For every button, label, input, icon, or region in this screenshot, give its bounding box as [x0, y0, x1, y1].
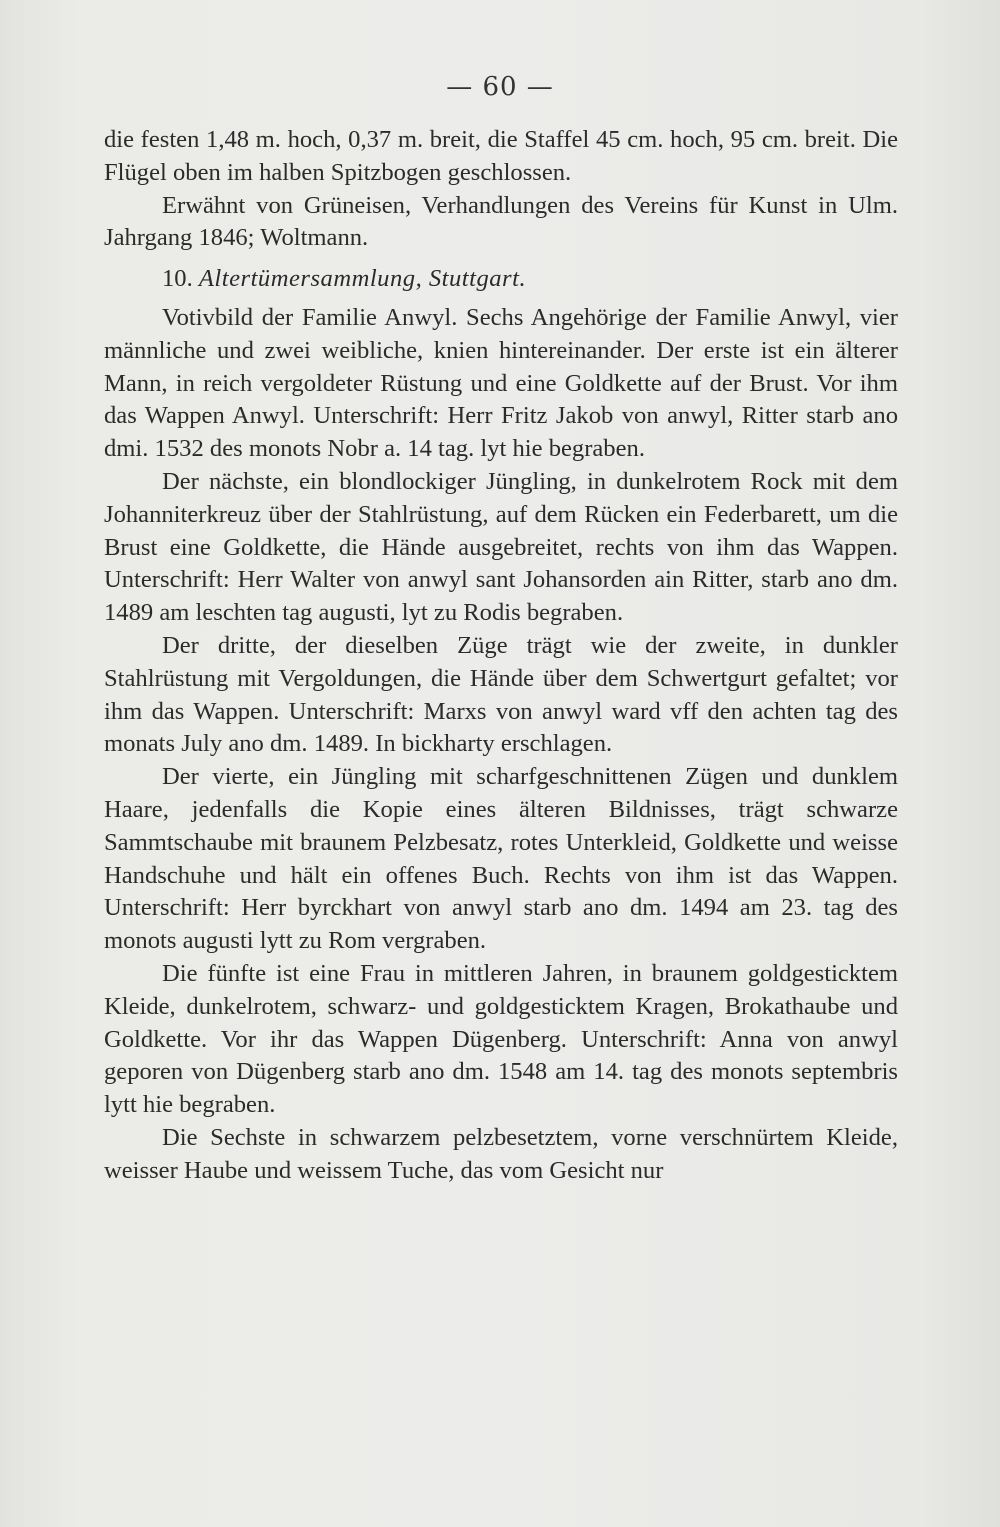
paragraph-reference: Erwähnt von Grüneisen, Verhandlungen des Vereins für Kunst in Ulm. Jahrgang 1846; Woltmann.	[104, 191, 898, 252]
page-body	[104, 124, 898, 1188]
section-number: 10.	[162, 265, 193, 293]
paragraph-continuation: die festen 1,48 m. hoch, 0,37 m. breit, die Staffel 45 cm. hoch, 95 cm. breit. Die Flügel oben im halben Spitzbogen geschlossen.	[104, 126, 898, 186]
paragraph-fourth-figure: Der vierte, ein Jüngling mit scharfgeschnittenen Zügen und dunklem Haare, jedenfalls die Kopie eines älteren Bildnisses, trägt schwarze Sammtschaube mit braunem Pelzbesatz, rotes Unterkleid, Goldkette und weisse Handschuhe und hält ein offenes Buch. Rechts von ihm ist das Wappen. Unterschrift: Herr byrckhart von anwyl starb ano dm. 1494 am 23. tag des monots augusti lytt zu Rom vergraben.	[104, 763, 898, 955]
paragraph-votive-intro: Votivbild der Familie Anwyl. Sechs Angehörige der Familie Anwyl, vier männliche und zwei weibliche, knien hintereinander. Der erste ist ein älterer Mann, in reich vergoldeter Rüstung und eine Goldkette auf der Brust. Vor ihm das Wappen Anwyl. Unterschrift: Herr Fritz Jakob von anwyl, Ritter starb ano dmi. 1532 des monots Nobr a. 14 tag. lyt hie begraben.	[104, 303, 898, 463]
paragraph-fifth-figure: Die fünfte ist eine Frau in mittleren Jahren, in braunem goldgesticktem Kleide, dunkelrotem, schwarz- und goldgesticktem Kragen, Brokathaube und Goldkette. Vor ihr das Wappen Dügenberg. Unterschrift: Anna von anwyl geporen von Dügenberg starb ano dm. 1548 am 14. tag des monots septembris lytt hie begraben.	[104, 959, 898, 1119]
page-number: — 60 —	[446, 72, 554, 102]
section-heading	[104, 263, 898, 296]
paragraph-second-figure: Der nächste, ein blondlockiger Jüngling, in dunkelrotem Rock mit dem Johanniterkreuz über der Stahlrüstung, auf dem Rücken ein Federbarett, um die Brust eine Goldkette, die Hände ausgebreitet, rechts von ihm das Wappen. Unterschrift: Herr Walter von anwyl sant Johansorden ain Ritter, starb ano dm. 1489 am leschten tag augusti, lyt zu Rodis begraben.	[104, 467, 898, 627]
paragraph-third-figure: Der dritte, der dieselben Züge trägt wie der zweite, in dunkler Stahlrüstung mit Vergoldungen, die Hände über dem Schwertgurt gefaltet; vor ihm das Wappen. Unterschrift: Marxs von anwyl ward vff den achten tag des monats July ano dm. 1489. In bickharty erschlagen.	[104, 631, 898, 758]
paragraph-sixth-figure: Die Sechste in schwarzem pelzbesetztem, vorne verschnürtem Kleide, weisser Haube und weissem Tuche, das vom Gesicht nur	[104, 1123, 898, 1184]
section-title: Altertümersammlung, Stuttgart.	[198, 265, 527, 293]
